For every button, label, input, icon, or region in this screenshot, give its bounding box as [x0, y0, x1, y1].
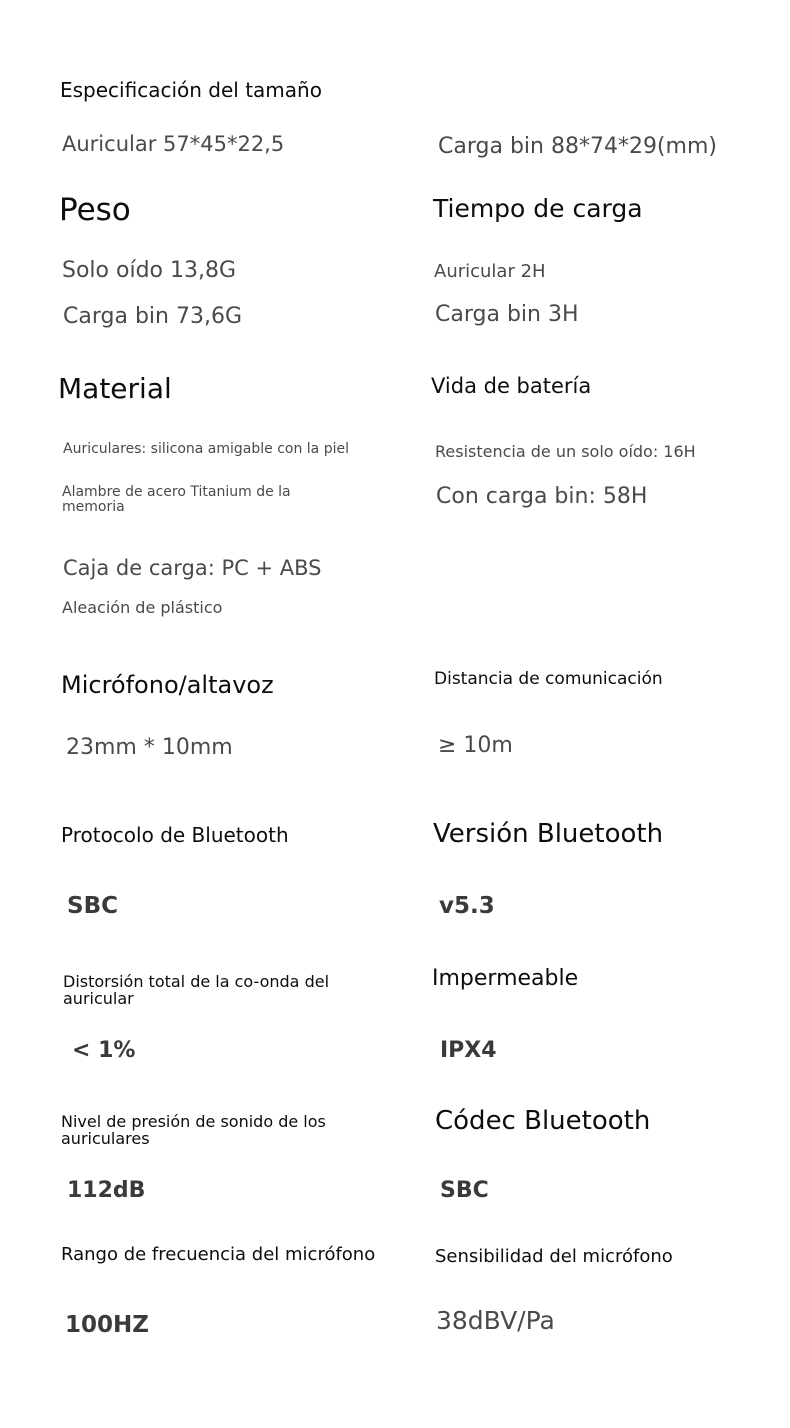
weight-heading: Peso: [59, 192, 131, 228]
battery-single-value: Resistencia de un solo oído: 16H: [435, 442, 696, 461]
battery-bin-value: Con carga bin: 58H: [436, 484, 648, 509]
charge-time-heading: Tiempo de carga: [433, 194, 643, 223]
waterproof-value: IPX4: [440, 1038, 497, 1063]
material-silicone-value: Auriculares: silicona amigable con la piel: [63, 441, 349, 457]
weight-bin-value: Carga bin 73,6G: [63, 304, 242, 329]
battery-heading: Vida de batería: [431, 374, 592, 398]
protocol-value: SBC: [67, 893, 118, 919]
mic-sensitivity-value: 38dBV/Pa: [436, 1306, 555, 1335]
distortion-value: < 1%: [72, 1038, 136, 1063]
mic-sensitivity-heading: Sensibilidad del micrófono: [435, 1246, 673, 1267]
material-wire-value: Alambre de acero Titanium de la memoria: [62, 484, 291, 515]
version-value: v5.3: [439, 893, 495, 919]
size-heading: Especificación del tamaño: [60, 78, 322, 102]
codec-value: SBC: [440, 1178, 489, 1203]
charge-time-bin-value: Carga bin 3H: [435, 302, 579, 327]
material-alloy-value: Aleación de plástico: [62, 598, 223, 617]
distance-value: ≥ 10m: [438, 733, 513, 758]
version-heading: Versión Bluetooth: [433, 819, 664, 849]
charge-time-ear-value: Auricular 2H: [434, 261, 546, 282]
size-bin-value: Carga bin 88*74*29(mm): [438, 134, 717, 159]
spl-value: 112dB: [67, 1178, 146, 1203]
codec-heading: Códec Bluetooth: [435, 1106, 651, 1136]
material-case-value: Caja de carga: PC + ABS: [63, 556, 322, 580]
size-earbud-value: Auricular 57*45*22,5: [62, 132, 285, 156]
distortion-heading: Distorsión total de la co-onda del auricular: [63, 972, 330, 1008]
speaker-heading: Micrófono/altavoz: [61, 671, 274, 699]
spl-heading: Nivel de presión de sonido de los auriculares: [61, 1112, 326, 1148]
distance-heading: Distancia de comunicación: [434, 669, 663, 689]
waterproof-heading: Impermeable: [432, 966, 579, 991]
speaker-value: 23mm * 10mm: [66, 735, 233, 760]
mic-range-value: 100HZ: [65, 1312, 149, 1338]
material-heading: Material: [58, 372, 172, 405]
protocol-heading: Protocolo de Bluetooth: [61, 823, 289, 847]
weight-ear-value: Solo oído 13,8G: [62, 258, 237, 283]
mic-range-heading: Rango de frecuencia del micrófono: [61, 1244, 376, 1265]
